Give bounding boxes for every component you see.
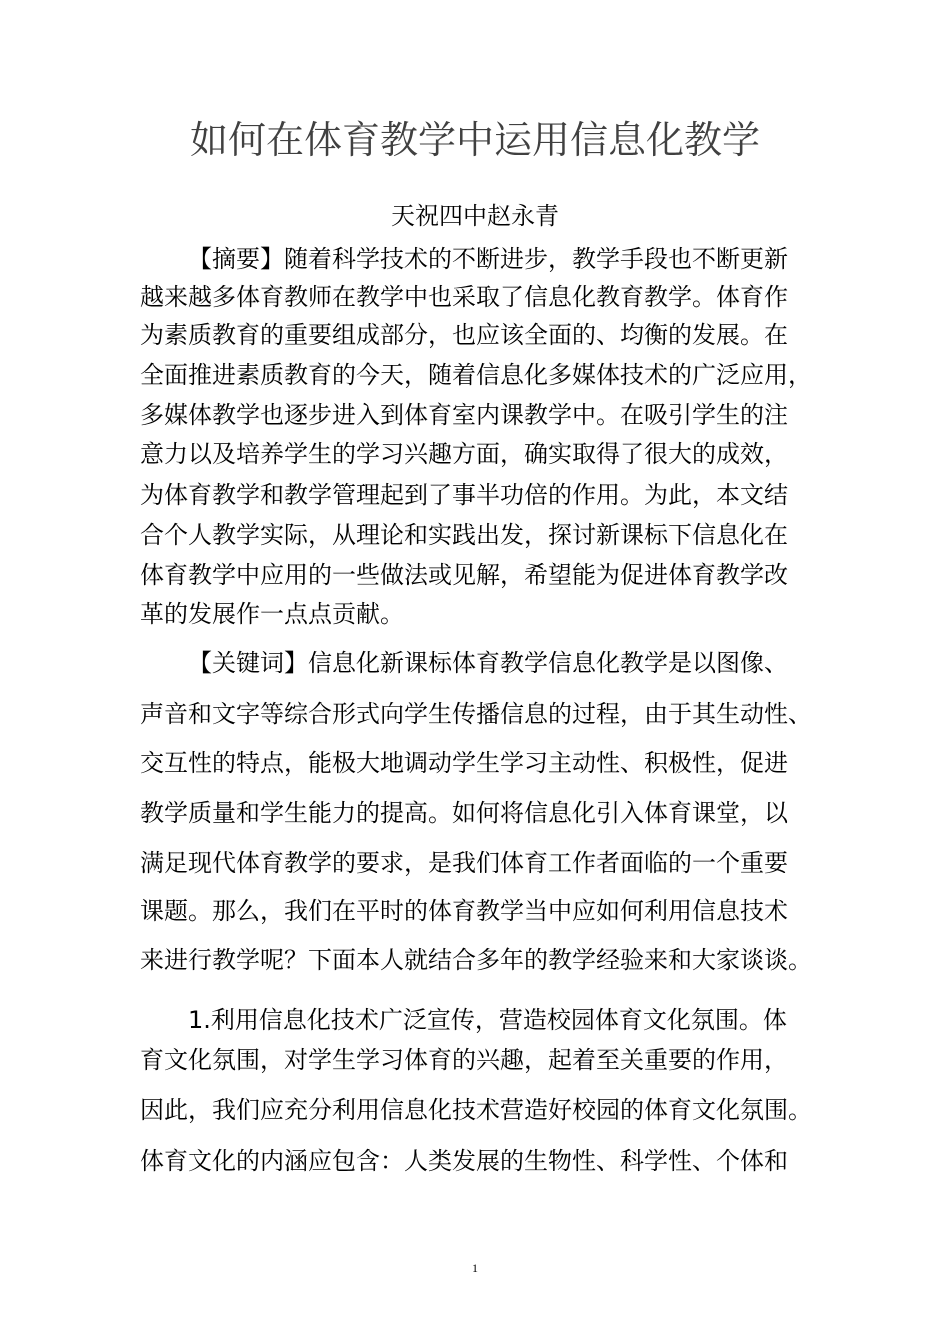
- abstract-line: 合个人教学实际，从理论和实践出发，探讨新课标下信息化在: [140, 521, 788, 549]
- keywords-line: 教学质量和学生能力的提高。如何将信息化引入体育课堂，以: [140, 799, 788, 827]
- abstract-line: 【摘要】随着科学技术的不断进步，教学手段也不断更新: [188, 245, 788, 273]
- section-line: 育文化氛围，对学生学习体育的兴趣，起着至关重要的作用，: [140, 1046, 788, 1074]
- keywords-line: 交互性的特点，能极大地调动学生学习主动性、积极性，促进: [140, 749, 788, 777]
- abstract-line: 革的发展作一点点贡献。: [140, 600, 404, 628]
- abstract-line: 为素质教育的重要组成部分，也应该全面的、均衡的发展。在: [140, 321, 788, 349]
- page-number: 1: [472, 1261, 478, 1275]
- document-title: 如何在体育教学中运用信息化教学: [189, 118, 760, 162]
- section-line: 1.利用信息化技术广泛宣传，营造校园体育文化氛围。体: [188, 1006, 787, 1034]
- abstract-line: 体育教学中应用的一些做法或见解，希望能为促进体育教学改: [140, 561, 788, 589]
- section-line: 体育文化的内涵应包含：人类发展的生物性、科学性、个体和: [140, 1147, 788, 1175]
- abstract-line: 多媒体教学也逐步进入到体育室内课教学中。在吸引学生的注: [140, 401, 788, 429]
- keywords-line: 声音和文字等综合形式向学生传播信息的过程，由于其生动性、: [140, 700, 812, 728]
- abstract-line: 为体育教学和教学管理起到了事半功倍的作用。为此，本文结: [140, 481, 788, 509]
- keywords-line: 满足现代体育教学的要求，是我们体育工作者面临的一个重要: [140, 849, 788, 877]
- keywords-line: 来进行教学呢？下面本人就结合多年的教学经验来和大家谈谈。: [140, 946, 812, 974]
- abstract-line: 意力以及培养学生的学习兴趣方面，确实取得了很大的成效，: [140, 440, 788, 468]
- keywords-line: 【关键词】信息化新课标体育教学信息化教学是以图像、: [188, 649, 788, 677]
- keywords-line: 课题。那么，我们在平时的体育教学当中应如何利用信息技术: [140, 897, 788, 925]
- section-line: 因此，我们应充分利用信息化技术营造好校园的体育文化氛围。: [140, 1096, 812, 1124]
- abstract-line: 越来越多体育教师在教学中也采取了信息化教育教学。体育作: [140, 283, 788, 311]
- author-name: 天祝四中赵永青: [391, 202, 559, 230]
- abstract-line: 全面推进素质教育的今天，随着信息化多媒体技术的广泛应用，: [140, 361, 812, 389]
